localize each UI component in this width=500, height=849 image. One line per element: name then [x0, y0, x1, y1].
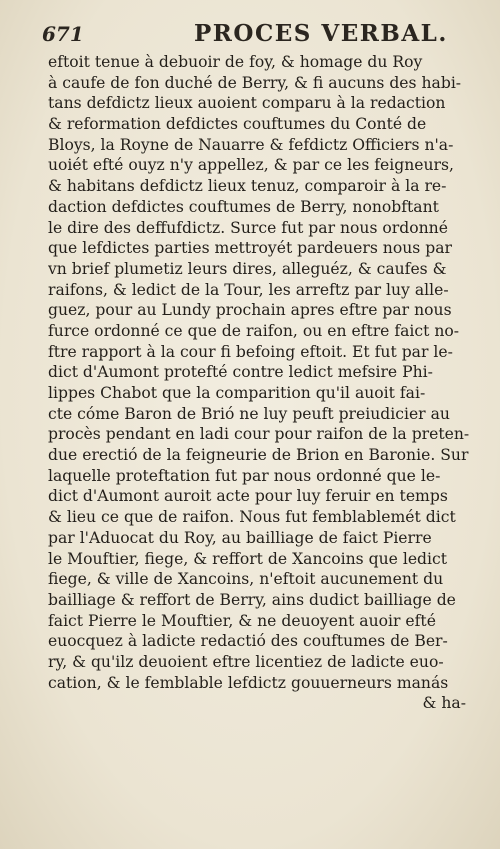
text-line: que lefdictes parties mettroyét pardeuers nous par — [48, 239, 452, 258]
text-line: dict d'Aumont protefté contre ledict mefsire Phi- — [48, 363, 433, 382]
text-line: & habitans defdictz lieux tenuz, comparoir à la re- — [48, 177, 447, 196]
text-line: euocquez à ladicte redactió des couftumes de Ber- — [48, 632, 448, 651]
text-line: furce ordonné ce que de raifon, ou en eftre faict no- — [48, 321, 460, 340]
text-line: eftoit tenue à debuoir de foy, & homage du Roy — [48, 53, 423, 71]
text-line: uoiét efté ouyz n'y appellez, & par ce les feigneurs, — [48, 156, 454, 175]
text-line: par l'Aduocat du Roy, au bailliage de faict Pierre — [48, 528, 432, 547]
text-line: raifons, & ledict de la Tour, les arreftz par luy alle- — [48, 280, 449, 299]
text-line: daction defdictes couftumes de Berry, nonobftant — [48, 197, 439, 216]
text-line: Bloys, la Royne de Nauarre & fefdictz Officiers n'a- — [48, 135, 454, 154]
text-line: due erectió de la feigneurie de Brion en Baronie. Sur — [48, 446, 469, 465]
text-line: dict d'Aumont auroit acte pour luy feruir en temps — [48, 487, 448, 506]
text-line: à caufe de fon duché de Berry, & fi aucuns des habi- — [48, 73, 462, 92]
catchword: & ha- — [422, 694, 466, 713]
text-line: cte cóme Baron de Brió ne luy peuft preiudicier au — [48, 404, 450, 423]
page-header — [40, 16, 480, 50]
text-line: ftre rapport à la cour fi befoing eftoit. Et fut par le- — [48, 342, 453, 361]
text-line: le Mouftier, fiege, & reffort de Xancoins que ledict — [48, 549, 448, 568]
text-line: ry, & qu'ilz deuoient eftre licentiez de ladicte euo- — [48, 652, 444, 671]
page-number: 671 — [42, 22, 84, 46]
text-line: fiege, & ville de Xancoins, n'eftoit aucunement du — [48, 570, 444, 589]
running-title: PROCES VERBAL. — [194, 20, 448, 47]
text-line: tans defdictz lieux auoient comparu à la redaction — [48, 94, 446, 113]
body-text — [48, 52, 478, 714]
text-line: faict Pierre le Mouftier, & ne deuoyent auoir efté — [48, 611, 436, 630]
text-line: lippes Chabot que la comparition qu'il auoit fai- — [48, 384, 426, 402]
text-line: le dire des deffufdictz. Surce fut par nous ordonné — [48, 218, 448, 237]
text-line: laquelle proteftation fut par nous ordonné que le- — [48, 466, 441, 485]
text-line: & reformation defdictes couftumes du Conté de — [48, 115, 427, 134]
text-line: cation, & le femblable lefdictz gouuerneurs manás — [48, 673, 449, 692]
text-line: bailliage & reffort de Berry, ains dudict bailliage de — [48, 590, 456, 609]
text-line: guez, pour au Lundy prochain apres eftre par nous — [48, 301, 452, 320]
text-line: & lieu ce que de raifon. Nous fut femblablemét dict — [48, 508, 456, 527]
text-line: procès pendant en ladi cour pour raifon de la preten- — [48, 425, 470, 444]
text-line: vn brief plumetiz leurs dires, alleguéz, & caufes & — [48, 259, 447, 278]
